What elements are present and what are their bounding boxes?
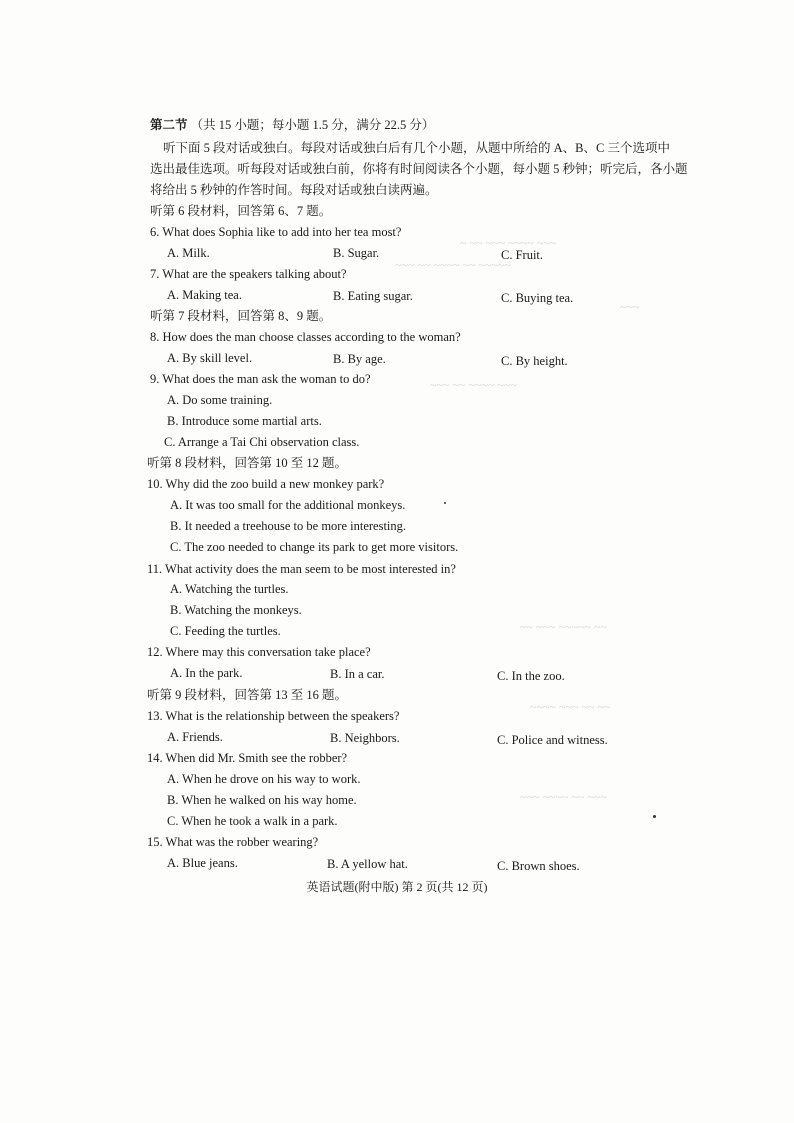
option-b: B. Watching the monkeys.	[170, 603, 302, 617]
question-stem: 8. How does the man choose classes according to the woman?	[150, 330, 461, 344]
bleed-through-text: ~~~	[620, 300, 640, 314]
bleed-through-text: ~~~ ~~~~ ~~ ~~~	[520, 790, 607, 804]
question-stem: 10. Why did the zoo build a new monkey park?	[147, 477, 385, 491]
option-b: B. In a car.	[330, 667, 385, 681]
section-header	[150, 117, 434, 133]
option-a: A. It was too small for the additional monkeys.	[170, 498, 406, 512]
option-c: C. In the zoo.	[497, 669, 565, 683]
option-b: B. Neighbors.	[330, 731, 400, 745]
bleed-through-text: ~~~ ~~ ~~~~ ~~~	[430, 378, 517, 392]
instructions-line-3: 将给出 5 秒钟的作答时间。每段对话或独白读两遍。	[150, 183, 438, 197]
option-b: B. Eating sugar.	[333, 289, 413, 303]
option-c: C. The zoo needed to change its park to get more visitors.	[170, 540, 459, 554]
option-c: C. Feeding the turtles.	[170, 624, 281, 638]
question-stem: 9. What does the man ask the woman to do?	[150, 372, 371, 386]
option-b: B. It needed a treehouse to be more interesting.	[170, 519, 407, 533]
option-c: C. Police and witness.	[497, 733, 608, 747]
option-b: B. By age.	[333, 352, 386, 366]
option-a: A. Watching the turtles.	[170, 582, 289, 596]
option-a: A. In the park.	[170, 666, 243, 680]
option-b: B. A yellow hat.	[327, 857, 408, 871]
option-a: A. Milk.	[167, 246, 210, 260]
option-b: B. When he walked on his way home.	[167, 793, 357, 807]
option-c: C. Arrange a Tai Chi observation class.	[164, 435, 360, 449]
section-title: 第二节	[150, 118, 188, 132]
question-stem: 11. What activity does the man seem to be most interested in?	[147, 562, 456, 576]
section-note: （共 15 小题；每小题 1.5 分，满分 22.5 分）	[190, 118, 435, 132]
question-stem: 15. What was the robber wearing?	[147, 835, 319, 849]
instructions-line-1: 听下面 5 段对话或独白。每段对话或独白后有几个小题，从题中所给的 A、B、C 三个选项中	[163, 141, 670, 155]
option-c: C. Brown shoes.	[497, 859, 580, 873]
material-heading-6: 听第 6 段材料，回答第 6、7 题。	[150, 204, 332, 218]
scan-speck	[444, 502, 446, 504]
instructions-line-2: 选出最佳选项。听每段对话或独白前，你将有时间阅读各个小题，每小题 5 秒钟；听完后，各小题	[150, 162, 688, 176]
option-b: B. Sugar.	[333, 246, 380, 260]
bleed-through-text: ~~ ~~~ ~~~~~ ~~	[520, 620, 607, 634]
question-stem: 13. What is the relationship between the speakers?	[147, 709, 400, 723]
question-stem: 6. What does Sophia like to add into her tea most?	[150, 225, 402, 239]
option-a: A. Friends.	[167, 730, 223, 744]
scan-speck	[653, 815, 656, 818]
bleed-through-text: ~~~ ~~ ~~~~ ~~ ~~~~~	[395, 258, 511, 272]
question-stem: 7. What are the speakers talking about?	[150, 267, 347, 281]
material-heading-8: 听第 8 段材料，回答第 10 至 12 题。	[147, 456, 348, 470]
bleed-through-text: ~~~~ ~~~ ~~ ~~	[530, 700, 611, 714]
option-c: C. Fruit.	[501, 248, 544, 262]
option-a: A. By skill level.	[167, 351, 253, 365]
option-c: C. By height.	[501, 354, 568, 368]
option-c: C. Buying tea.	[501, 291, 574, 305]
question-stem: 12. Where may this conversation take place?	[147, 645, 371, 659]
option-a: A. Making tea.	[167, 288, 242, 302]
option-c: C. When he took a walk in a park.	[167, 814, 338, 828]
page-footer: 英语试题(附中版) 第 2 页(共 12 页)	[306, 880, 488, 894]
question-stem: 14. When did Mr. Smith see the robber?	[147, 751, 348, 765]
option-a: A. Blue jeans.	[167, 856, 238, 870]
bleed-through-text: ~ ~~ ~~~ ~~~~ ~~~	[460, 236, 557, 250]
option-a: A. Do some training.	[167, 393, 273, 407]
material-heading-9: 听第 9 段材料，回答第 13 至 16 题。	[147, 688, 348, 702]
option-a: A. When he drove on his way to work.	[167, 772, 361, 786]
option-b: B. Introduce some martial arts.	[167, 414, 322, 428]
material-heading-7: 听第 7 段材料，回答第 8、9 题。	[150, 309, 332, 323]
